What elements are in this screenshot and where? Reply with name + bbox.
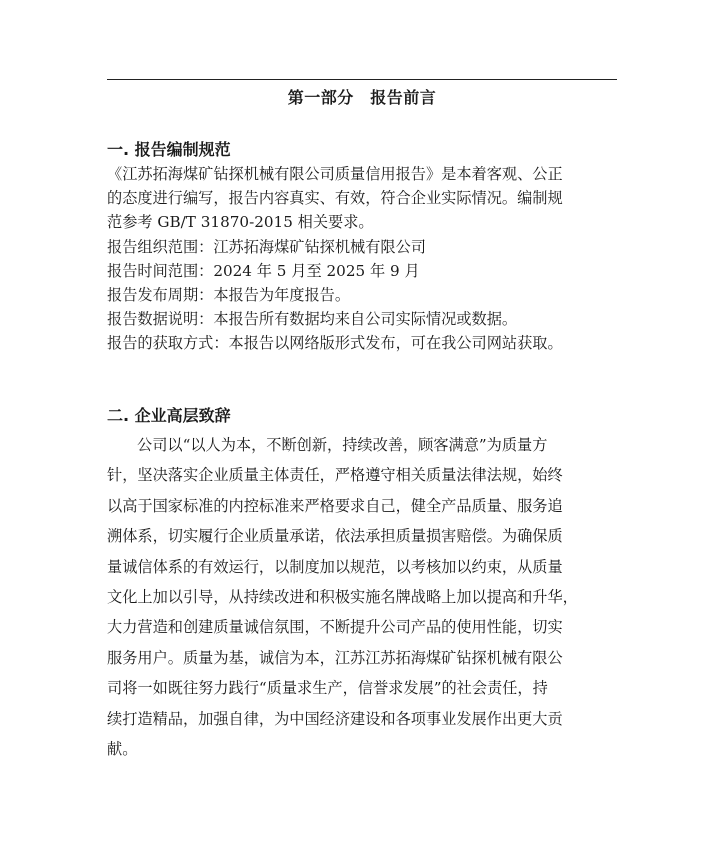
intro-line: 《江苏拓海煤矿钻探机械有限公司质量信用报告》是本着客观、公正	[107, 165, 563, 183]
report-data-item: 报告数据说明：本报告所有数据均来自公司实际情况或数据。	[107, 310, 518, 329]
section-heading-executive-address: 二. 企业高层致辞	[107, 406, 231, 425]
section-executive-address-body	[107, 430, 619, 764]
part-title: 第一部分 报告前言	[287, 88, 437, 107]
address-line: 服务用户。质量为基，诚信为本，江苏江苏拓海煤矿钻探机械有限公	[107, 648, 563, 667]
address-line: 续打造精品，加强自律，为中国经济建设和各项事业发展作出更大贡	[107, 709, 563, 728]
header-rule	[107, 79, 617, 80]
address-line: 针，坚决落实企业质量主体责任，严格遵守相关质量法律法规，始终	[107, 466, 563, 485]
address-line: 司将一如既往努力践行“质量求生产，信誉求发展”的社会责任，持	[107, 679, 548, 698]
section-report-standards-body	[107, 162, 619, 356]
report-access-item: 报告的获取方式：本报告以网络版形式发布，可在我公司网站获取。	[107, 334, 563, 353]
report-cycle-item: 报告发布周期：本报告为年度报告。	[107, 286, 350, 305]
address-line: 文化上加以引导，从持续改进和积极实施名牌战略上加以提高和升华，	[107, 588, 578, 607]
address-line: 溯体系，切实履行企业质量承诺，依法承担质量损害赔偿。为确保质	[107, 527, 563, 546]
address-line: 大力营造和创建质量诚信氛围，不断提升公司产品的使用性能，切实	[107, 618, 563, 637]
intro-line: 的态度进行编写，报告内容真实、有效，符合企业实际情况。编制规	[107, 189, 563, 208]
report-scope-item: 报告组织范围：江苏拓海煤矿钻探机械有限公司	[107, 237, 426, 256]
report-period-item: 报告时间范围：2024 年 5 月至 2025 年 9 月	[107, 261, 420, 280]
address-line: 献。	[107, 740, 138, 759]
address-line: 以高于国家标准的内控标准来严格要求自己，健全产品质量、服务追	[107, 496, 563, 515]
address-line: 量诚信体系的有效运行，以制度加以规范，以考核加以约束，从质量	[107, 557, 563, 576]
address-line: 公司以“以人为本，不断创新，持续改善，顾客满意”为质量方	[137, 436, 548, 454]
section-heading-report-standards: 一. 报告编制规范	[107, 140, 231, 159]
intro-line: 范参考 GB/T 31870-2015 相关要求。	[107, 213, 374, 232]
